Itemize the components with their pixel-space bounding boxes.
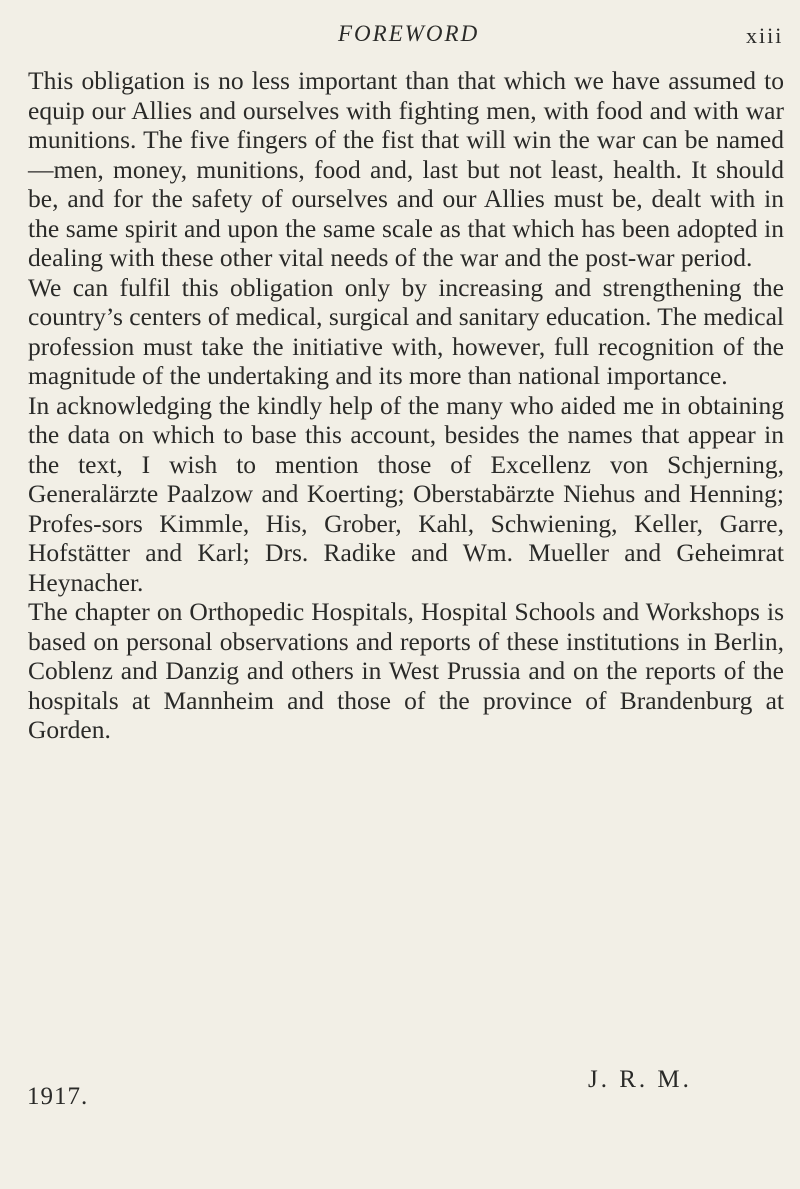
chapter-title: FOREWORD — [338, 21, 480, 46]
paragraph-acknowledgments: In acknowledging the kindly help of the many who aided me in obtaining the data on which to base this account, besides the names that appear in the text, I wish to mention those of Excellenz von Schjerning, Generalärzte Paalzow and Koerting; Oberstabärzte Niehus and Henning; Profes-sors Kimmle, His, Grober, Kahl, Schwiening, Keller, Garre, Hofstätter and Karl; Drs. Radike and Wm. Mueller and Geheimrat Heynacher. — [28, 390, 784, 597]
paragraph-education: We can fulfil this obligation only by increasing and strengthening the country’s centers of medical, surgical and sanitary education. The medical profession must take the initiative with, however, full recognition of the magnitude of the undertaking and its more than national importance. — [28, 272, 784, 390]
paragraph-obligation: This obligation is no less important than that which we have assumed to equip our Allies and ourselves with fighting men, with food and with war munitions. The five fingers of the fist that will win the war can be named—men, money, munitions, food and, last but not least, health. It should be, and for the safety of ourselves and our Allies must be, dealt with in the same spirit and upon the same scale as that which has been adopted in dealing with these other vital needs of the war and the post-war period. — [28, 66, 784, 272]
foreword-date: 1917. — [27, 1083, 89, 1110]
page-number: xiii — [746, 23, 784, 48]
author-initials: J. R. M. — [588, 1066, 692, 1093]
paragraph-orthopedic-hospitals: The chapter on Orthopedic Hospitals, Hospital Schools and Workshops is based on personal observations and reports of these institutions in Berlin, Coblenz and Danzig and others in West Prussia and on the reports of the hospitals at Mannheim and those of the province of Brandenburg at Gorden. — [28, 597, 784, 744]
foreword-body — [28, 66, 784, 745]
running-head — [0, 18, 800, 50]
